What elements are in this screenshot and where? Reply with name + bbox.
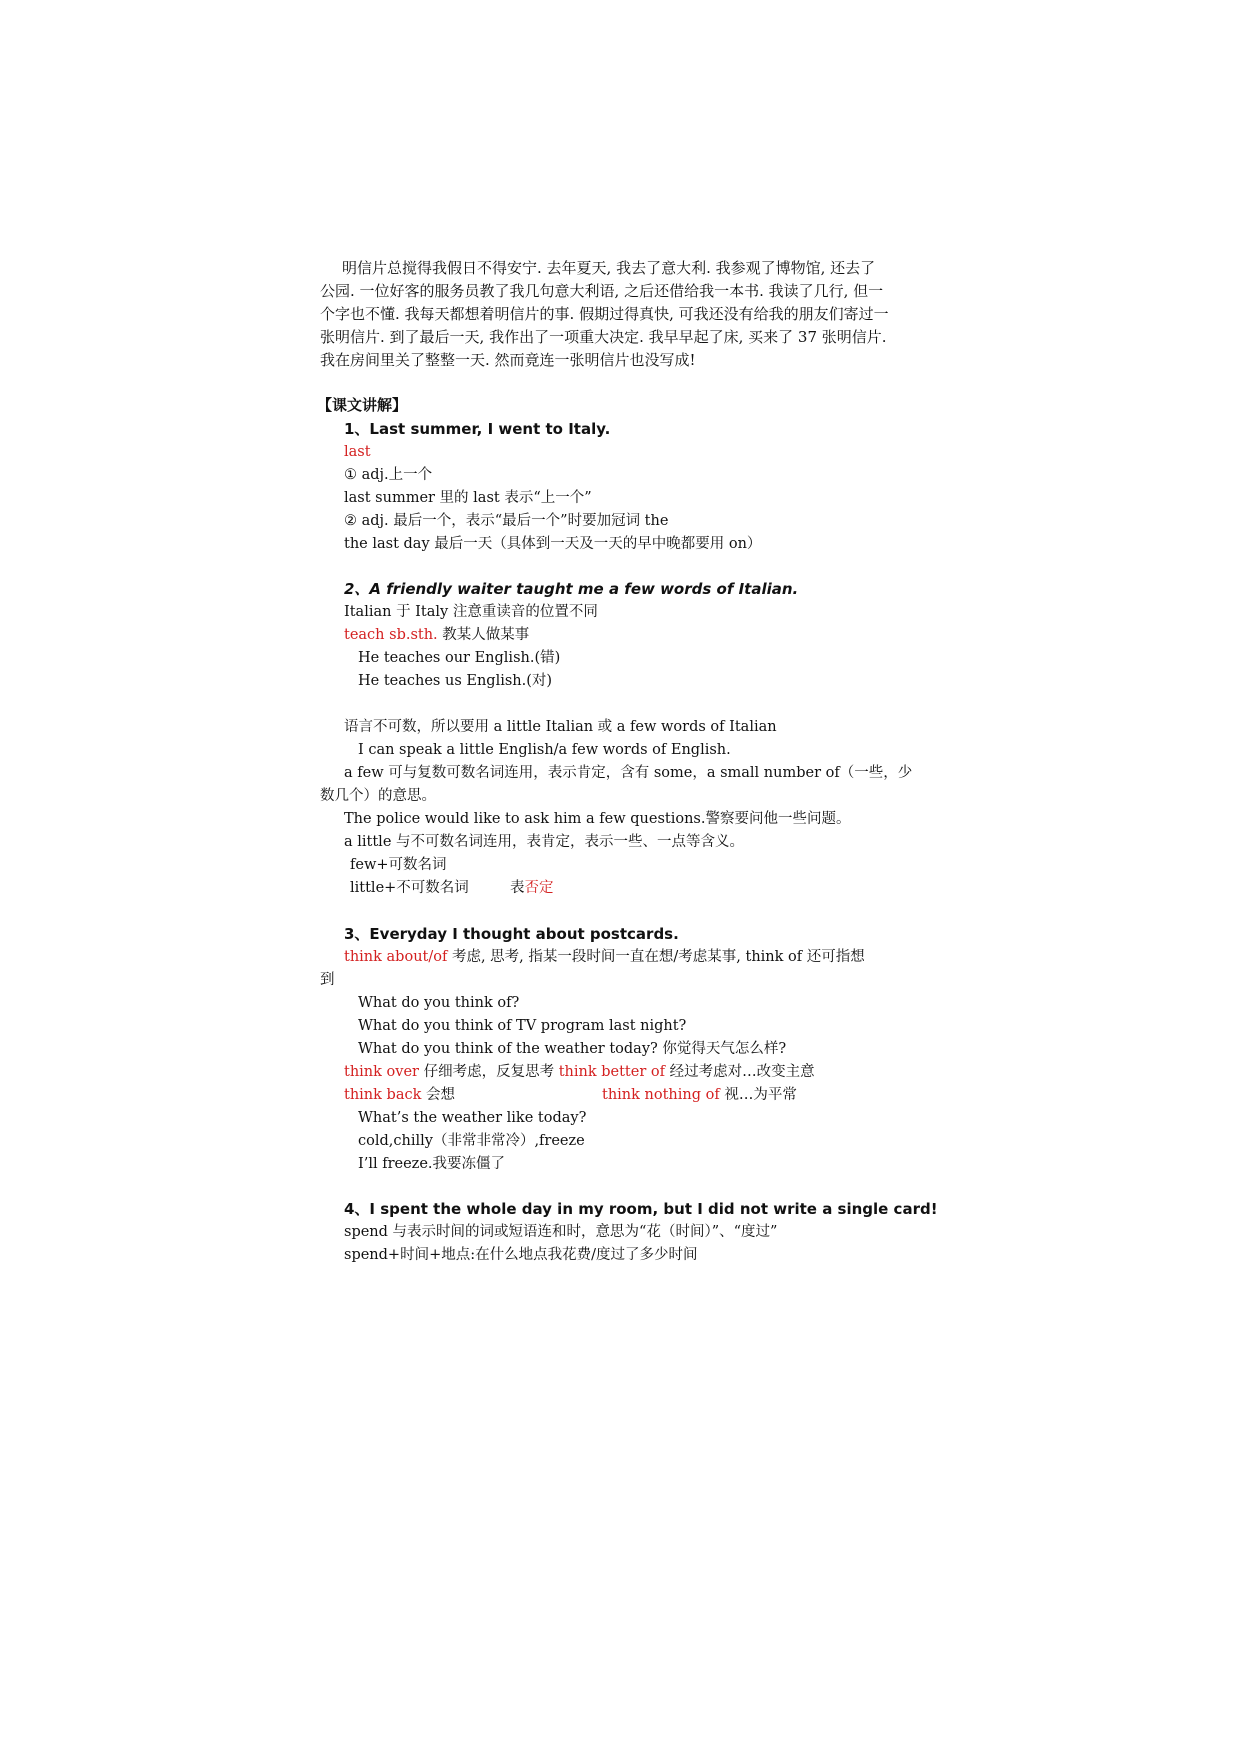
note-text: 会想 (421, 1087, 455, 1103)
keyword-think-back: think back (344, 1087, 422, 1103)
translation-line: 明信片总搅得我假日不得安宁. 去年夏天, 我去了意大利. 我参观了博物馆, 还去了 (342, 259, 876, 277)
keyword-think-over: think over (344, 1064, 419, 1080)
translation-line: 个字也不懂. 我每天都想着明信片的事. 假期过得真快, 可我还没有给我的朋友们寄过一 (320, 305, 889, 323)
keyword-teach: teach sb.sth. (344, 627, 438, 643)
note-line: 语言不可数，所以要用 a little Italian 或 a few words of Italian (344, 719, 777, 735)
note-line: the last day 最后一天（具体到一天及一天的早中晚都要用 on） (344, 536, 762, 552)
note-line: little+不可数名词 (350, 880, 469, 896)
section-label: 【课文讲解】 (317, 396, 408, 414)
note-text: 仔细考虑，反复思考 (418, 1064, 559, 1080)
note-line: few+可数名词 (350, 857, 447, 873)
example-line: What do you think of the weather today? 你觉得天气怎么样? (358, 1041, 787, 1057)
note-text: 教某人做某事 (437, 627, 530, 643)
example-line: He teaches our English.(错) (358, 650, 561, 666)
keyword-think-nothing: think nothing of (602, 1087, 720, 1103)
note-line: spend 与表示时间的词或短语连和时，意思为“花（时间）”、“度过” (344, 1224, 778, 1240)
keyword-last: last (344, 444, 371, 460)
note-line (344, 947, 865, 967)
note-line: a little 与不可数名词连用，表肯定，表示一些、一点等含义。 (344, 834, 745, 850)
note-line: ② adj. 最后一个，表示“最后一个”时要加冠词 the (344, 513, 669, 529)
example-line: What’s the weather like today? (358, 1110, 587, 1126)
example-line: cold,chilly（非常非常冷）,freeze (358, 1133, 585, 1149)
note-text: 表 (510, 880, 525, 896)
example-line: He teaches us English.(对) (358, 673, 553, 689)
translation-line: 公园. 一位好客的服务员教了我几句意大利语, 之后还借给我一本书. 我读了几行, 但一 (320, 282, 884, 300)
note-line: spend+时间+地点:在什么地点我花费/度过了多少时间 (344, 1247, 698, 1263)
note-line: Italian 于 Italy 注意重读音的位置不同 (344, 604, 598, 620)
note-text: 经过考虑对…改变主意 (664, 1064, 815, 1080)
note-line: ① adj.上一个 (344, 467, 433, 483)
example-line: The police would like to ask him a few questions.警察要问他一些问题。 (344, 811, 851, 827)
note-line (344, 625, 529, 645)
keyword-think-about: think about/of (344, 949, 448, 965)
note-line (510, 878, 554, 898)
note-text: 考虑, 思考, 指某一段时间一直在想/考虑某事, think of 还可指想 (447, 949, 865, 965)
note-line: last summer 里的 last 表示“上一个” (344, 490, 592, 506)
example-line: What do you think of TV program last night? (358, 1018, 687, 1034)
section-4-heading: 4、I spent the whole day in my room, but I did not write a single card! (344, 1200, 938, 1218)
keyword-think-better: think better of (558, 1064, 665, 1080)
section-3-heading: 3、Everyday I thought about postcards. (344, 925, 679, 943)
note-line (602, 1085, 797, 1105)
note-line: a few 可与复数可数名词连用，表示肯定，含有 some，a small number of（一些，少 (344, 765, 913, 781)
example-line: What do you think of? (358, 995, 520, 1011)
translation-line: 张明信片. 到了最后一天, 我作出了一项重大决定. 我早早起了床, 买来了 37 张明信片. (320, 328, 887, 346)
note-text: 视…为平常 (719, 1087, 797, 1103)
note-line (344, 1085, 455, 1105)
example-line: I’ll freeze.我要冻僵了 (358, 1156, 506, 1172)
translation-paragraph (320, 257, 922, 372)
note-line: 到 (320, 972, 335, 988)
note-line: 数几个）的意思。 (320, 788, 436, 804)
section-1-heading: 1、Last summer, I went to Italy. (344, 420, 611, 438)
note-line (344, 1062, 815, 1082)
keyword-negative: 否定 (524, 880, 554, 896)
example-line: I can speak a little English/a few words of English. (358, 742, 731, 758)
translation-line: 我在房间里关了整整一天. 然而竟连一张明信片也没写成! (320, 351, 696, 369)
section-2-heading: 2、A friendly waiter taught me a few words of Italian. (344, 580, 799, 598)
